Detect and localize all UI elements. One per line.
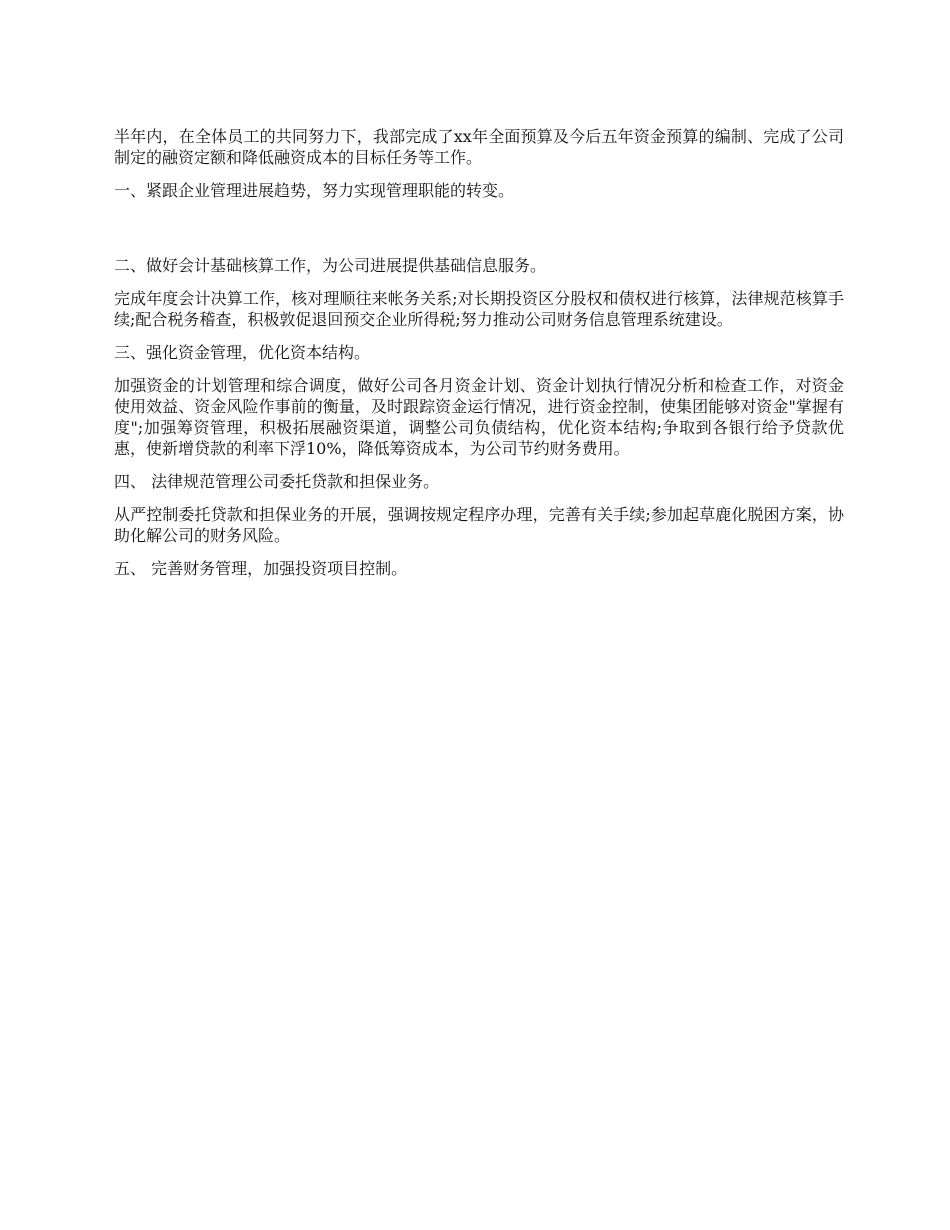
section-paragraph-2: 完成年度会计决算工作，核对理顺往来帐务关系;对长期投资区分股权和债权进行核算，法律规范核算手续;配合税务稽查，积极敦促退回预交企业所得税;努力推动公司财务信息管理系统建设。 <box>114 289 844 329</box>
section-paragraph-4: 从严控制委托贷款和担保业务的开展，强调按规定程序办理，完善有关手续;参加起草鹿化脱困方案，协助化解公司的财务风险。 <box>114 505 844 545</box>
section-heading-2: 二、做好会计基础核算工作，为公司进展提供基础信息服务。 <box>114 256 547 275</box>
section-paragraph-3: 加强资金的计划管理和综合调度，做好公司各月资金计划、资金计划执行情况分析和检查工作，对资金使用效益、资金风险作事前的衡量，及时跟踪资金运行情况，进行资金控制，使集团能够对资金"掌握有度";加强筹资管理，积极拓展融资渠道，调整公司负债结构，优化资本结构;争取到各银行给予贷款优惠，使新增贷款的利率下浮10%，降低筹资成本，为公司节约财务费用。 <box>114 376 844 458</box>
intro-paragraph: 半年内，在全体员工的共同努力下，我部完成了xx年全面预算及今后五年资金预算的编制、完成了公司制定的融资定额和降低融资成本的目标任务等工作。 <box>114 127 844 167</box>
section-heading-1: 一、紧跟企业管理进展趋势，努力实现管理职能的转变。 <box>114 181 515 200</box>
document-body <box>114 126 844 591</box>
section-heading-4: 四、 法律规范管理公司委托贷款和担保业务。 <box>114 472 440 491</box>
section-heading-3: 三、强化资金管理，优化资本结构。 <box>114 343 371 362</box>
section-heading-5: 五、 完善财务管理，加强投资项目控制。 <box>114 559 408 578</box>
